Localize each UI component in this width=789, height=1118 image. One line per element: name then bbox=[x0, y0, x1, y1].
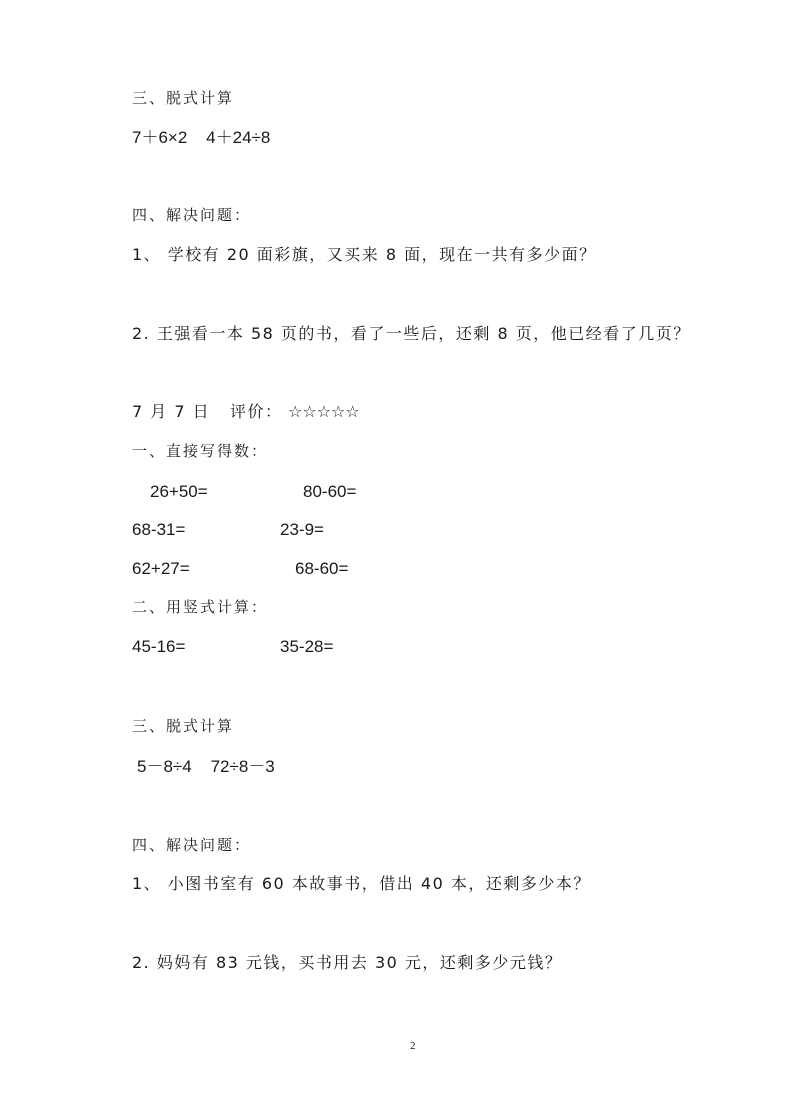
section-heading-direct: 一、直接写得数： bbox=[132, 442, 269, 460]
section-heading-solve: 四、解决问题： bbox=[132, 206, 252, 224]
word-problem-4: 2. 妈妈有 83 元钱，买书用去 30 元，还剩多少元钱？ bbox=[132, 953, 563, 972]
vertical-item: 45-16= bbox=[132, 637, 186, 656]
direct-item: 68-31= bbox=[132, 520, 186, 539]
date-label: 7 月 7 日 bbox=[132, 402, 211, 421]
word-problem-3: 1、 小图书室有 60 本故事书，借出 40 本，还剩多少本？ bbox=[132, 874, 591, 893]
rating-label: 评价： bbox=[230, 402, 283, 421]
calc-problems: 7＋6×2 4＋24÷8 bbox=[132, 128, 271, 147]
direct-item: 80-60= bbox=[303, 482, 357, 501]
section-heading-calc-2: 三、脱式计算 bbox=[132, 717, 235, 735]
vertical-item: 35-28= bbox=[280, 637, 334, 656]
section-heading-solve-2: 四、解决问题： bbox=[132, 836, 252, 854]
direct-item: 26+50= bbox=[150, 482, 208, 501]
direct-item: 68-60= bbox=[295, 559, 349, 578]
direct-item: 23-9= bbox=[280, 520, 324, 539]
page-number: 2 bbox=[410, 1040, 416, 1052]
word-problem-1: 1、 学校有 20 面彩旗，又买来 8 面，现在一共有多少面？ bbox=[132, 245, 597, 264]
section-heading-vertical: 二、用竖式计算： bbox=[132, 598, 269, 616]
calc-problems-2: 5－8÷4 72÷8－3 bbox=[137, 757, 275, 776]
word-problem-2: 2. 王强看一本 58 页的书，看了一些后，还剩 8 页，他已经看了几页？ bbox=[132, 324, 691, 343]
rating-stars: ☆☆☆☆☆ bbox=[288, 402, 360, 421]
direct-item: 62+27= bbox=[132, 559, 190, 578]
section-heading-calc: 三、脱式计算 bbox=[132, 89, 235, 107]
